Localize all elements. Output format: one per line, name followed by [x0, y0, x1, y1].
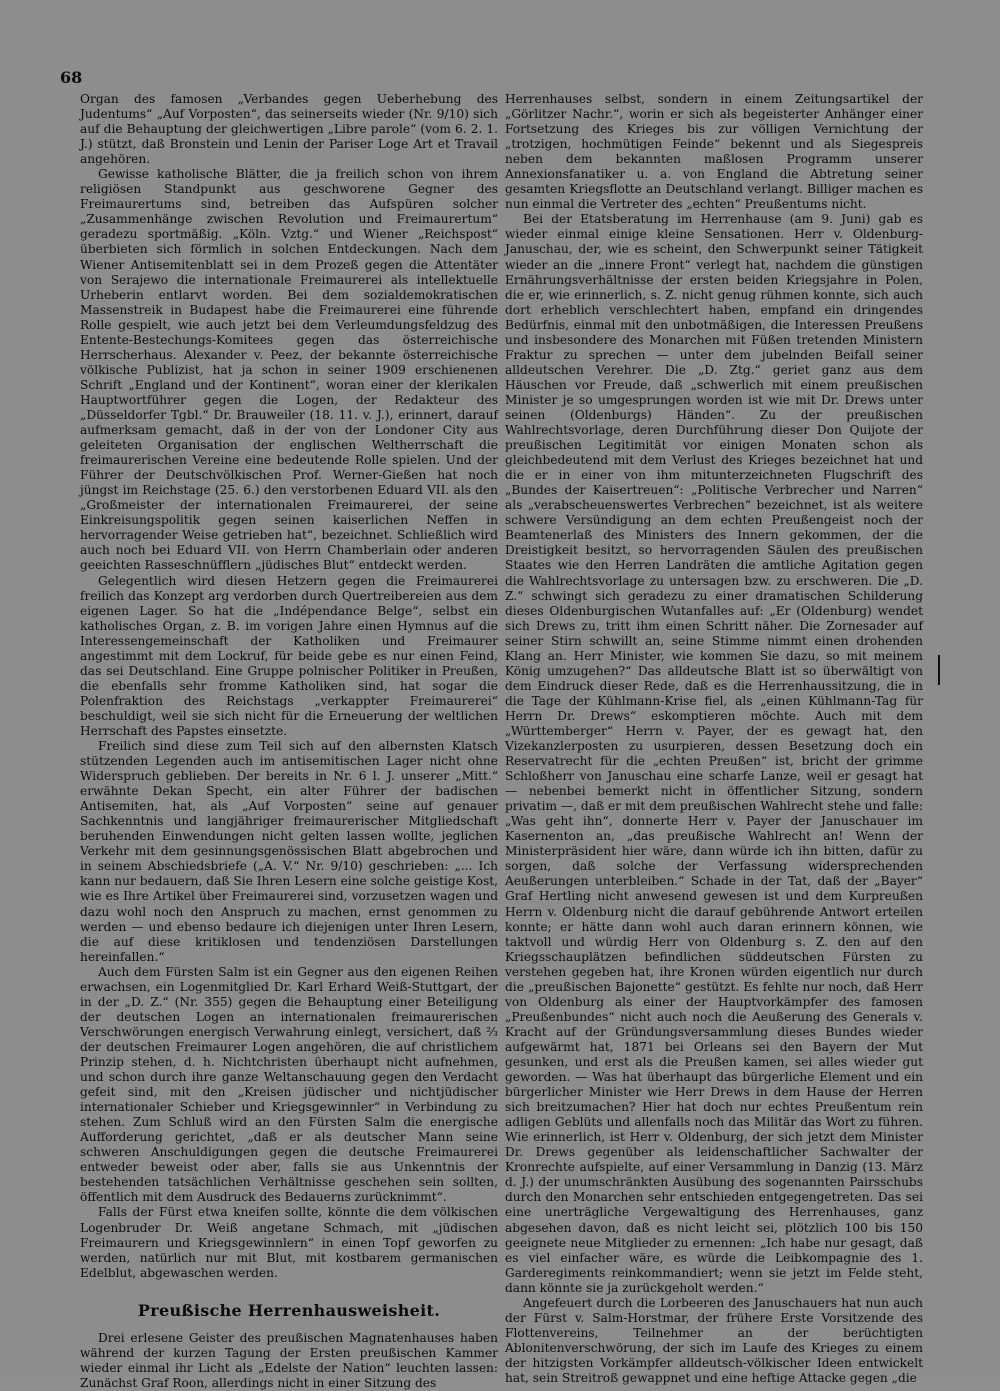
paragraph: Angefeuert durch die Lorbeeren des Januschauers hat nun auch der Fürst v. Salm-Horstmar, der frühere Erste Vorsitzende des Flottenvereins, Teilnehmer an der berüchtigten Ablonitenverschwörung, der sich im Laufe des Krieges zu einem der hitzigsten Vorkämpfer alldeutsch-völkischer Ideen entwickelt hat, sein Streitroß gewappnet und eine heftige Attacke gegen „die: [505, 1295, 923, 1385]
paragraph: Freilich sind diese zum Teil sich auf den albernsten Klatsch stützenden Legenden auch im antisemitischen Lager nicht ohne Widerspruch geblieben. Der bereits in Nr. 6 l. J. unserer „Mitt.“ erwähnte Dekan Specht, ein alter Führer der badischen Antisemiten, hat, als „Auf Vorposten“ seine auf genauer Sachkenntnis und langjähriger freimaurerischer Mitgliedschaft beruhenden Einwendungen nicht gelten lassen wollte, jeglichen Verkehr mit dem gesinnungsgenössischen Blatt abgebrochen und in seinem Abschiedsbriefe („A. V.“ Nr. 9/10) geschrieben: „... Ich kann nur bedauern, daß Sie Ihren Lesern eine solche geistige Kost, wie es Ihre Artikel über Freimaurerei sind, vorzusetzen wagen und dazu wohl noch den Anspruch zu machen, ernst genommen zu werden — und ebenso bedaure ich diejenigen unter Ihren Lesern, die auf diese kritiklosen und tendenziösen Darstellungen hereinfallen.“: [80, 739, 498, 964]
left-column: [80, 92, 498, 1390]
page-number: 68: [60, 68, 83, 87]
right-column: [505, 92, 923, 1385]
paragraph: Drei erlesene Geister des preußischen Magnatenhauses haben während der kurzen Tagung der Ersten preußischen Kammer wieder einmal ihr Licht als „Edelste der Nation“ leuchten lassen: Zunächst Graf Roon, allerdings nicht in einer Sitzung des: [80, 1330, 498, 1390]
paragraph: Bei der Etatsberatung im Herrenhause (am 9. Juni) gab es wieder einmal einige kleine Sensationen. Herr v. Oldenburg-Januschau, der, wie es scheint, den Schwerpunkt seiner Tätigkeit wieder an die „innere Front“ verlegt hat, nachdem die günstigen Ernährungsverhältnisse der ersten beiden Kriegsjahre in Polen, die er, wie erinnerlich, s. Z. nicht genug rühmen konnte, sich auch dort erheblich verschlechtert haben, empfand ein dringendes Bedürfnis, einmal mit den unbotmäßigen, die Interessen Preußens und insbesondere des Monarchen mit Füßen tretenden Ministern Fraktur zu sprechen — unter dem jubelnden Beifall seiner alldeutschen Verehrer. Die „D. Ztg.“ geriet ganz aus dem Häuschen vor Freude, daß „schwerlich mit einem preußischen Minister je so umgesprungen worden ist wie mit Dr. Drews unter seinen (Oldenburgs) Händen“. Zu der preußischen Wahlrechtsvorlage, deren Durchführung dieser Don Quijote der preußischen Legitimität vor einigen Monaten schon als gleichbedeutend mit dem Verlust des Krieges bezeichnet hat und die er in einer von ihm mitunterzeichneten Flugschrift des „Bundes der Kaisertreuen“: „Politische Verbrecher und Narren“ als „verabscheuenswertes Verbrechen“ bezeichnet, ist als weitere schwere Versündigung an dem echten Preußengeist noch der Beamtenerlaß des Ministers des Innern gekommen, der die Dreistigkeit besitzt, so hervorragenden Säulen des preußischen Staates wie den Herren Landräten die amtliche Agitation gegen die Wahlrechtsvorlage zu untersagen bzw. zu erschweren. Die „D. Z.“ schwingt sich geradezu zu einer dramatischen Schilderung dieses Oldenburgischen Wutanfalles auf: „Er (Oldenburg) wendet sich Drews zu, tritt ihm einen Schritt näher. Die Zornesader auf seiner Stirn schwillt an, seine Stimme nimmt einen drohenden Klang an. Herr Minister, wie kommen Sie dazu, so mit meinem König umzugehen?“ Das alldeutsche Blatt ist so überwältigt von dem Eindruck dieser Rede, daß es die Herrenhaussitzung, die in die Tage der Kühlmann-Krise fiel, als „einen Kühlmann-Tag für Herrn Dr. Drews“ eskomptieren möchte. Auch mit dem „Württemberger“ Herrn v. Payer, der es gewagt hat, den Vizekanzlerposten zu usurpieren, dessen Besetzung doch ein Reservatrecht für die „echten Preußen“ ist, bricht der grimme Schloßherr von Januschau eine scharfe Lanze, weil er gesagt hat — nebenbei bemerkt nicht in öffentlicher Sitzung, sondern privatim —, daß er mit dem preußischen Wahlrecht stehe und falle: „Was geht ihn“, donnerte Herr v. Payer der Januschauer im Kasernenton an, „das preußische Wahlrecht an! Wenn der Ministerpräsident hier wäre, dann würde ich ihn bitten, dafür zu sorgen, daß solche der Verfassung widersprechenden Aeußerungen unterbleiben.“ Schade in der Tat, daß der „Bayer“ Graf Hertling nicht anwesend gewesen ist und dem Kurpreußen Herrn v. Oldenburg nicht die darauf gebührende Antwort erteilen konnte; er hätte dann wohl auch daran erinnern können, wie taktvoll und würdig Herr von Oldenburg s. Z. den auf den Kriegsschauplätzen befindlichen süddeutschen Fürsten zu verstehen gegeben hat, ihre Kronen würden eigentlich nur durch die „preußischen Bajonette“ gestützt. Es fehlte nur noch, daß Herr von Oldenburg als einer der Hauptvorkämpfer des famosen „Preußenbundes“ nicht auch noch die Aeußerung des Generals v. Kracht auf der Gründungsversammlung dieses Bundes wieder aufgewärmt hat, 1871 bei Orleans sei den Bayern der Mut gesunken, und erst als die Preußen kamen, sei alles wieder gut geworden. — Was hat überhaupt das bürgerliche Element und ein bürgerlicher Minister wie Herr Drews in dem Hause der Herren sich breitzumachen? Hier hat doch nur echtes Preußentum rein adligen Geblüts und allenfalls noch das Militär das Wort zu führen. Wie erinnerlich, ist Herr v. Oldenburg, der sich jetzt dem Minister Dr. Drews gegenüber als leidenschaftlicher Sachwalter der Kronrechte aufspielte, auf einer Versammlung in Danzig (13. März d. J.) der unumschränkten Ausübung des sogenannten Pairsschubs durch den Monarchen sehr entschieden entgegengetreten. Das sei eine unerträgliche Vergewaltigung des Herrenhauses, ganz abgesehen davon, daß es nicht leicht sei, plötzlich 100 bis 150 geeignete neue Mitglieder zu ernennen: „Ich habe nur gesagt, daß es viel einfacher wäre, es würde die Leibkompagnie des 1. Garderegiments reinkommandiert; wenn sie jetzt im Felde steht, dann könnte sie ja zurückgeholt werden.“: [505, 212, 923, 1295]
paragraph: Herrenhauses selbst, sondern in einem Zeitungsartikel der „Görlitzer Nachr.“, worin er sich als begeisterter Anhänger einer Fortsetzung des Krieges bis zur völligen Vernichtung der „trotzigen, hochmütigen Feinde“ bekennt und als Siegespreis neben dem bekannten maßlosen Programm unserer Annexionsfanatiker u. a. von England die Abtretung seiner gesamten Kriegsflotte an Deutschland verlangt. Billiger machen es nun einmal die Vertreter des „echten“ Preußentums nicht.: [505, 92, 923, 212]
paragraph: Gewisse katholische Blätter, die ja freilich schon von ihrem religiösen Standpunkt aus geschworene Gegner des Freimaurertums sind, betreiben das Aufspüren solcher „Zusammenhänge zwischen Revolution und Freimaurertum“ geradezu sportmäßig. „Köln. Vztg.“ und Wiener „Reichspost“ überbieten sich förmlich in solchen Entdeckungen. Nach dem Wiener Antisemitenblatt sei in dem Prozeß gegen die Attentäter von Serajewo die internationale Freimaurerei als intellektuelle Urheberin entlarvt worden. Bei dem sozialdemokratischen Massenstreik in Budapest habe die Freimaurerei eine führende Rolle gespielt, wie auch jetzt bei dem Verleumdungsfeldzug des Entente-Bestechungs-Komitees gegen das österreichische Herrscherhaus. Alexander v. Peez, der bekannte österreichische völkische Publizist, hat ja schon in seiner 1909 erschienenen Schrift „England und der Kontinent“, woran einer der klerikalen Hauptwortführer gegen die Logen, der Redakteur des „Düsseldorfer Tgbl.“ Dr. Brauweiler (18. 11. v. J.), erinnert, darauf aufmerksam gemacht, daß in der von der Londoner City aus geleiteten Organisation der englischen Weltherrschaft die freimaurerischen Vereine eine bedeutende Rolle spielen. Und der Führer der Deutschvölkischen Prof. Werner-Gießen hat noch jüngst im Reichstage (25. 6.) den verstorbenen Eduard VII. als den „Großmeister der internationalen Freimaurerei, der seine Einkreisungspolitik gegen seinen kaiserlichen Neffen in hervorragender Weise getrieben hat“, bezeichnet. Schließlich wird auch noch bei Eduard VII. von Herrn Chamberlain oder anderen geeichten Rasseschnüfflern „jüdisches Blut“ entdeckt werden.: [80, 167, 498, 573]
paragraph: Falls der Fürst etwa kneifen sollte, könnte die dem völkischen Logenbruder Dr. Weiß angetane Schmach, mit „jüdischen Freimaurern und Kriegsgewinnlern“ in einen Topf geworfen zu werden, natürlich nur mit Blut, mit kostbarem germanischen Edelblut, abgewaschen werden.: [80, 1205, 498, 1280]
paragraph: Gelegentlich wird diesen Hetzern gegen die Freimaurerei freilich das Konzept arg verdorben durch Quertreibereien aus dem eigenen Lager. So hat die „Indépendance Belge“, selbst ein katholisches Organ, z. B. im vorigen Jahre einen Hymnus auf die Interessengemeinschaft der Katholiken und Freimaurer angestimmt mit dem Lockruf, für beide gebe es nur einen Feind, das sei Deutschland. Eine Gruppe polnischer Politiker in Preußen, die ebenfalls sehr fromme Katholiken sind, hat sogar die Polenfraktion des Reichstags „verkappter Freimaurerei“ beschuldigt, weil sie sich nicht für die Erneuerung der weltlichen Herrschaft des Papstes einsetzte.: [80, 573, 498, 738]
paragraph: Auch dem Fürsten Salm ist ein Gegner aus den eigenen Reihen erwachsen, ein Logenmitglied Dr. Karl Erhard Weiß-Stuttgart, der in der „D. Z.“ (Nr. 355) gegen die Behauptung einer Beteiligung der deutschen Logen an internationalen freimaurerischen Verschwörungen energisch Verwahrung einlegt, versichert, daß ⅔ der deutschen Freimaurer Logen angehören, die auf christlichem Prinzip stehen, d. h. Nichtchristen überhaupt nicht aufnehmen, und schon durch ihre ganze Weltanschauung gegen den Verdacht gefeit sind, mit den „Kreisen jüdischer und nichtjüdischer internationaler Schieber und Kriegsgewinnler“ in Verbindung zu stehen. Zum Schluß wird an den Fürsten Salm die energische Aufforderung gerichtet, „daß er als deutscher Mann seine schweren Anschuldigungen gegen die deutsche Freimaurerei entweder beweist oder aber, falls sie aus Unkenntnis der bestehenden tatsächlichen Verhältnisse geschehen sein sollten, öffentlich mit dem Ausdruck des Bedauerns zurücknimmt“.: [80, 964, 498, 1205]
article-title: Preußische Herrenhausweisheit.: [137, 1300, 441, 1320]
paragraph: Organ des famosen „Verbandes gegen Ueberhebung des Judentums“ „Auf Vorposten“, das seinerseits wieder (Nr. 9/10) sich auf die Behauptung der gleichwertigen „Libre parole“ (vom 6. 2. 1. J.) stützt, daß Bronstein und Lenin der Pariser Loge Art et Travail angehören.: [80, 92, 498, 167]
margin-mark: [938, 655, 940, 685]
